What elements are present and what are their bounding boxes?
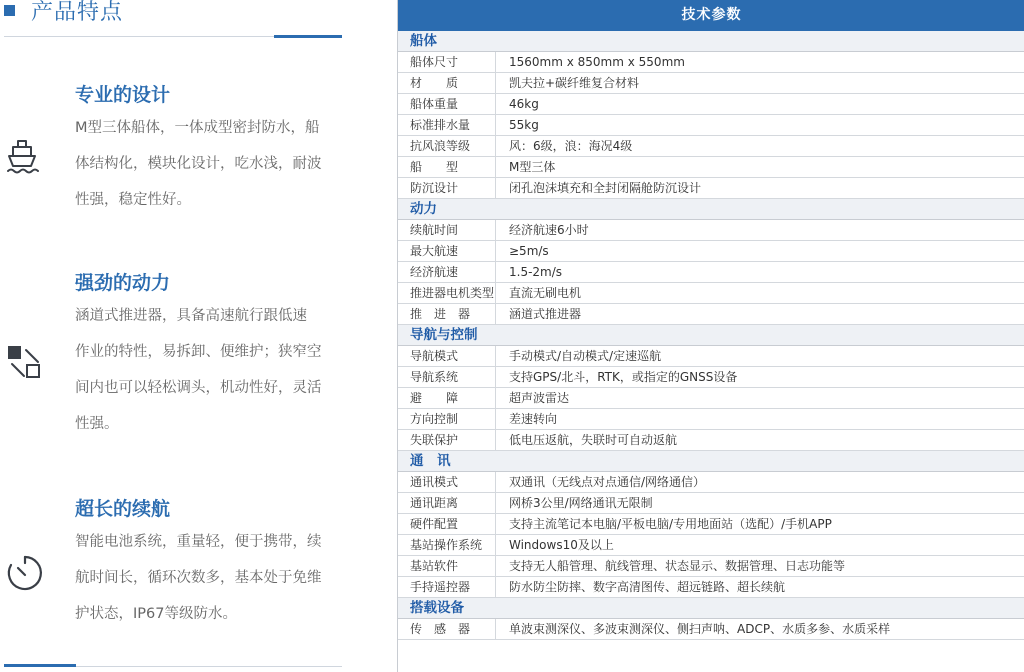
feature-description bbox=[75, 298, 347, 442]
spec-key: 方向控制 bbox=[398, 409, 496, 429]
spec-value: 涵道式推进器 bbox=[509, 307, 582, 321]
spec-row bbox=[398, 577, 1024, 598]
spec-key: 抗风浪等级 bbox=[398, 136, 496, 156]
spec-key: 失联保护 bbox=[398, 430, 496, 450]
spec-row bbox=[398, 136, 1024, 157]
spec-key: 标准排水量 bbox=[398, 115, 496, 135]
spec-row bbox=[398, 535, 1024, 556]
header-divider-accent bbox=[274, 35, 342, 38]
spec-row bbox=[398, 346, 1024, 367]
spec-value: 经济航速6小时 bbox=[509, 223, 589, 237]
spec-row bbox=[398, 73, 1024, 94]
feature-desc-line: 体结构化，模块化设计，吃水浅，耐波 bbox=[75, 156, 322, 172]
feature-desc-line: 护状态，IP67等级防水。 bbox=[75, 606, 237, 622]
spec-row bbox=[398, 304, 1024, 325]
spec-value: 双通讯（无线点对点通信/网络通信） bbox=[509, 475, 706, 489]
spec-key: 船 型 bbox=[398, 157, 496, 177]
feature-title: 专业的设计 bbox=[75, 84, 171, 106]
boat-icon bbox=[4, 138, 40, 182]
feature-desc-line: 作业的特性，易拆卸、便维护；狭窄空 bbox=[75, 344, 322, 360]
footer-divider-accent bbox=[4, 664, 76, 667]
spec-key: 基站操作系统 bbox=[398, 535, 496, 555]
spec-value: 支持GPS/北斗，RTK，或指定的GNSS设备 bbox=[509, 370, 738, 384]
feature-desc-line: 智能电池系统，重量轻，便于携带，续 bbox=[75, 534, 322, 550]
spec-value: 直流无刷电机 bbox=[509, 286, 582, 300]
spec-value: Windows10及以上 bbox=[509, 538, 614, 552]
feature-title: 超长的续航 bbox=[75, 498, 171, 520]
spec-key: 导航模式 bbox=[398, 346, 496, 366]
spec-row bbox=[398, 115, 1024, 136]
spec-key: 船体尺寸 bbox=[398, 52, 496, 72]
spec-value: 手动模式/自动模式/定速巡航 bbox=[509, 349, 662, 363]
spec-table-title: 技术参数 bbox=[398, 0, 1024, 31]
timer-icon bbox=[4, 552, 46, 598]
header-square-marker bbox=[4, 5, 15, 16]
spec-table-body bbox=[398, 31, 1024, 640]
spec-section-header: 通 讯 bbox=[398, 451, 1024, 472]
spec-row bbox=[398, 157, 1024, 178]
spec-row bbox=[398, 409, 1024, 430]
spec-value: 55kg bbox=[509, 118, 539, 132]
spec-value: 差速转向 bbox=[509, 412, 558, 426]
spec-key: 材 质 bbox=[398, 73, 496, 93]
spec-row bbox=[398, 220, 1024, 241]
spec-row bbox=[398, 241, 1024, 262]
spec-value: 支持无人船管理、航线管理、状态显示、数据管理、日志功能等 bbox=[509, 559, 846, 573]
spec-row bbox=[398, 283, 1024, 304]
spec-value: 凯夫拉+碳纤维复合材料 bbox=[509, 76, 640, 90]
spec-value: 1560mm x 850mm x 550mm bbox=[509, 55, 685, 69]
spec-key: 船体重量 bbox=[398, 94, 496, 114]
spec-value: 防水防尘防摔、数字高清图传、超远链路、超长续航 bbox=[509, 580, 786, 594]
spec-key: 防沉设计 bbox=[398, 178, 496, 198]
spec-row bbox=[398, 52, 1024, 73]
spec-row bbox=[398, 493, 1024, 514]
spec-value: 46kg bbox=[509, 97, 539, 111]
spec-key: 经济航速 bbox=[398, 262, 496, 282]
feature-desc-line: 间内也可以轻松调头，机动性好，灵活 bbox=[75, 380, 322, 396]
spec-key: 硬件配置 bbox=[398, 514, 496, 534]
spec-row bbox=[398, 556, 1024, 577]
spec-key: 传 感 器 bbox=[398, 619, 496, 639]
spec-value: 网桥3公里/网络通讯无限制 bbox=[509, 496, 653, 510]
feature-desc-line: M型三体船体，一体成型密封防水，船 bbox=[75, 120, 320, 136]
spec-key: 导航系统 bbox=[398, 367, 496, 387]
spec-table bbox=[397, 0, 1024, 672]
spec-value: 支持主流笔记本电脑/平板电脑/专用地面站（选配）/手机APP bbox=[509, 517, 832, 531]
spec-key: 续航时间 bbox=[398, 220, 496, 240]
spec-value: 超声波雷达 bbox=[509, 391, 570, 405]
feature-description bbox=[75, 524, 347, 632]
spec-row bbox=[398, 472, 1024, 493]
spec-key: 避 障 bbox=[398, 388, 496, 408]
features-panel bbox=[0, 0, 370, 672]
feature-description bbox=[75, 110, 347, 218]
feature-desc-line: 涵道式推进器，具备高速航行跟低速 bbox=[75, 308, 307, 324]
thruster-icon bbox=[4, 342, 44, 386]
spec-row bbox=[398, 430, 1024, 451]
spec-row bbox=[398, 619, 1024, 640]
spec-row bbox=[398, 367, 1024, 388]
spec-value: 1.5-2m/s bbox=[509, 265, 563, 279]
spec-key: 通讯模式 bbox=[398, 472, 496, 492]
spec-key: 最大航速 bbox=[398, 241, 496, 261]
spec-value: 单波束测深仪、多波束测深仪、侧扫声呐、ADCP、水质多参、水质采样 bbox=[509, 622, 891, 636]
spec-value: 闭孔泡沫填充和全封闭隔舱防沉设计 bbox=[509, 181, 702, 195]
spec-key: 通讯距离 bbox=[398, 493, 496, 513]
spec-row bbox=[398, 262, 1024, 283]
feature-desc-line: 性强，稳定性好。 bbox=[75, 192, 191, 208]
spec-section-header: 搭载设备 bbox=[398, 598, 1024, 619]
features-header-title: 产品特点 bbox=[31, 0, 124, 25]
spec-key: 基站软件 bbox=[398, 556, 496, 576]
spec-value: 风：6级，浪：海况4级 bbox=[509, 139, 633, 153]
spec-value: 低电压返航，失联时可自动返航 bbox=[509, 433, 678, 447]
spec-value: M型三体 bbox=[509, 160, 556, 174]
spec-row bbox=[398, 178, 1024, 199]
spec-key: 推 进 器 bbox=[398, 304, 496, 324]
feature-desc-line: 航时间长，循环次数多，基本处于免维 bbox=[75, 570, 322, 586]
spec-key: 推进器电机类型 bbox=[398, 283, 496, 303]
spec-section-header: 导航与控制 bbox=[398, 325, 1024, 346]
spec-row bbox=[398, 388, 1024, 409]
spec-key: 手持遥控器 bbox=[398, 577, 496, 597]
spec-row bbox=[398, 94, 1024, 115]
features-header bbox=[4, 0, 123, 26]
spec-value: ≥5m/s bbox=[509, 244, 549, 258]
feature-desc-line: 性强。 bbox=[75, 416, 119, 432]
feature-title: 强劲的动力 bbox=[75, 272, 171, 294]
spec-section-header: 动力 bbox=[398, 199, 1024, 220]
spec-section-header: 船体 bbox=[398, 31, 1024, 52]
spec-row bbox=[398, 514, 1024, 535]
